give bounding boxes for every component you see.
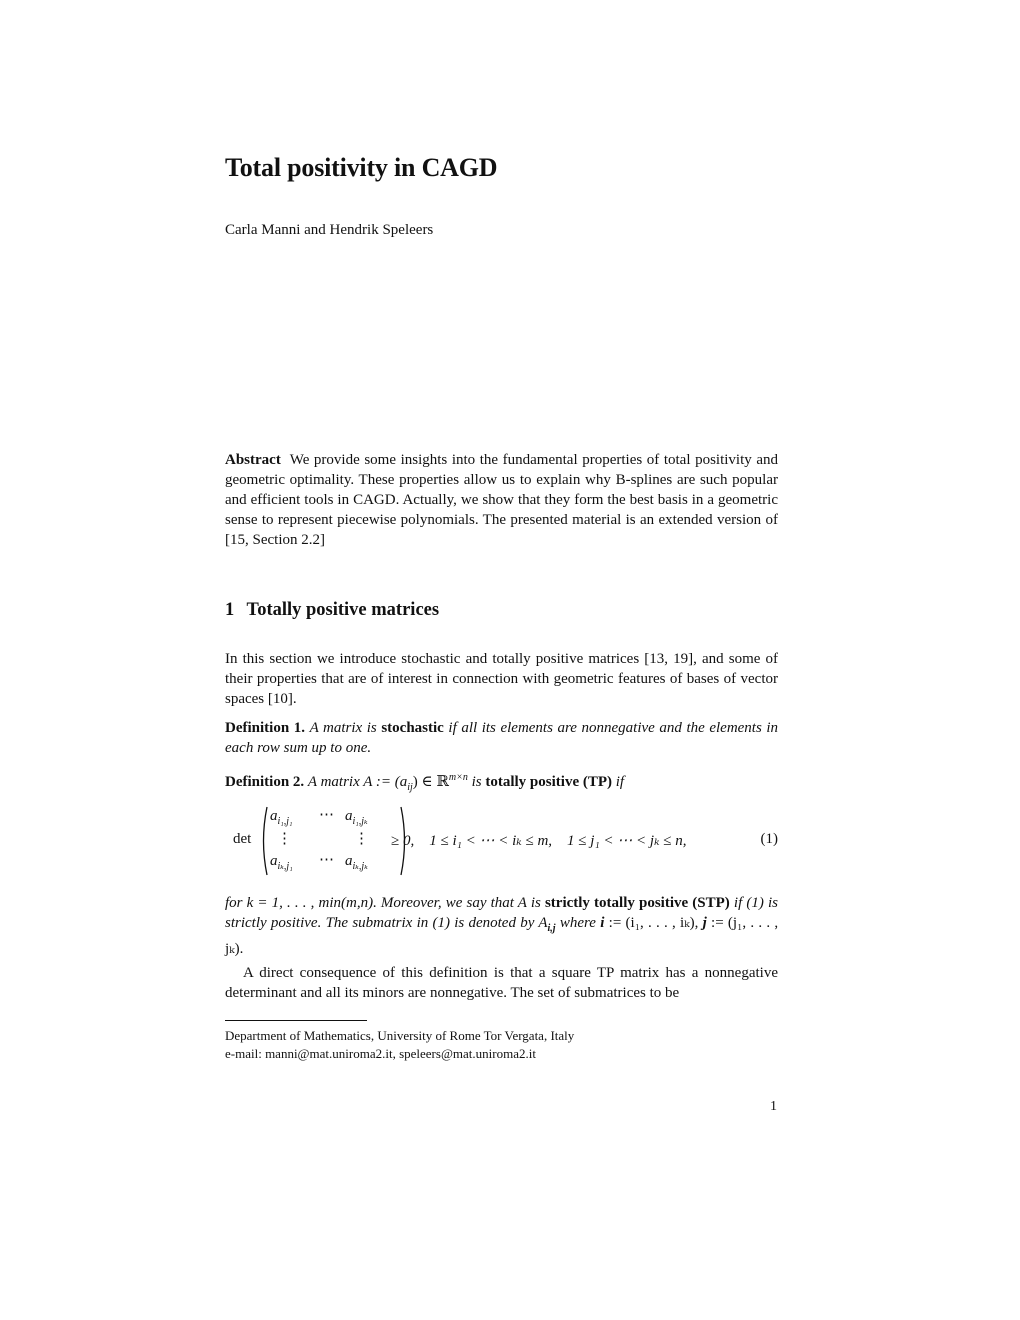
- equation-condition: ≥ 0, 1 ≤ i₁ < ⋯ < iₖ ≤ m, 1 ≤ j₁ < ⋯ < jₖ ≤ n,: [391, 833, 687, 849]
- definition-2: [225, 768, 778, 798]
- abstract-text: We provide some insights into the fundamental properties of total positivity and geometric optimality. These properties allow us to explain why B-splines are such popular and efficient tools in CAGD. Actually, we show that they form the best basis in a geometric sense to represent piecewise polynomials. The presented material is an extended version of [15, Section 2.2]: [225, 452, 779, 548]
- footnote-rule: [225, 1020, 367, 1021]
- definition-2-text-d: if: [615, 774, 625, 790]
- abstract: [225, 450, 778, 550]
- cell-bot-dots: ⋯: [319, 852, 334, 868]
- page-number: 1: [770, 1099, 777, 1114]
- after-j: j: [702, 915, 707, 931]
- definition-1-term: stochastic: [381, 720, 444, 736]
- definition-2-text-c: is: [471, 774, 482, 790]
- authors: Carla Manni and Hendrik Speleers: [225, 222, 434, 238]
- cell-top-left: $a_{i_1,j_1}$: [270, 808, 293, 827]
- direct-consequence-paragraph: A direct consequence of this definition is that a square TP matrix has a nonnegative determinant and all its minors are nonnegative. The set of submatrices to be: [225, 965, 778, 1001]
- paper-title: Total positivity in CAGD: [225, 153, 498, 182]
- definition-1-label: Definition 1.: [225, 720, 305, 736]
- definition-2-term: totally positive (TP): [485, 774, 613, 790]
- definition-2-text-b: ) ∈ ℝ: [412, 774, 449, 790]
- after-e: := (j₁, . . . , jₖ).: [225, 915, 779, 957]
- definition-2-label: Definition 2.: [225, 774, 305, 790]
- after-term: strictly totally positive (STP): [544, 895, 730, 911]
- definition-1-text-b: if all its elements are nonnegative and the elements in each row sum up to one.: [225, 720, 779, 756]
- minor-matrix: [259, 805, 409, 877]
- cell-mid-right: ⋮: [354, 831, 369, 847]
- after-i: i: [600, 915, 605, 931]
- footnote-affiliation: Department of Mathematics, University of Rome Tor Vergata, Italy: [225, 1028, 575, 1043]
- after-a: for k = 1, . . . , min(m,n). Moreover, we say that A is: [225, 895, 541, 911]
- after-c: where: [559, 915, 596, 931]
- after-b: if (1) is strictly positive. The submatrix in (1) is denoted by A: [225, 895, 778, 931]
- definition-1: [225, 718, 778, 758]
- definition-2-sub: ij: [407, 782, 413, 793]
- section-heading: [225, 600, 439, 621]
- cell-top-right: $a_{i_1,j_k}$: [345, 808, 368, 827]
- cell-bot-left: $a_{i_k,j_1}$: [270, 853, 293, 872]
- cell-bot-right: $a_{i_k,j_k}$: [345, 853, 368, 872]
- definition-1-text-a: A matrix is: [309, 720, 377, 736]
- section-number: 1: [225, 600, 235, 620]
- after-sub: i,j: [547, 923, 556, 934]
- intro-paragraph: In this section we introduce stochastic and totally positive matrices [13, 19], and some of their properties that are of interest in connection with geometric features of bases of vector spaces [10].: [225, 651, 778, 707]
- cell-mid-left: ⋮: [277, 831, 292, 847]
- definition-2-sup: m×n: [448, 772, 468, 783]
- equation-1: [225, 805, 778, 877]
- equation-number: (1): [760, 831, 778, 847]
- definition-2-text-a: A matrix A := (a: [307, 774, 408, 790]
- cell-top-dots: ⋯: [319, 807, 334, 823]
- left-paren: [259, 805, 269, 877]
- abstract-label: Abstract: [225, 452, 281, 468]
- det-operator: det: [233, 831, 252, 847]
- post-equation-text: [225, 893, 778, 959]
- section-title: Totally positive matrices: [246, 600, 440, 620]
- footnote-email: e-mail: manni@mat.uniroma2.it, speleers@mat.uniroma2.it: [225, 1046, 536, 1061]
- after-d: := (i₁, . . . , iₖ),: [608, 915, 699, 931]
